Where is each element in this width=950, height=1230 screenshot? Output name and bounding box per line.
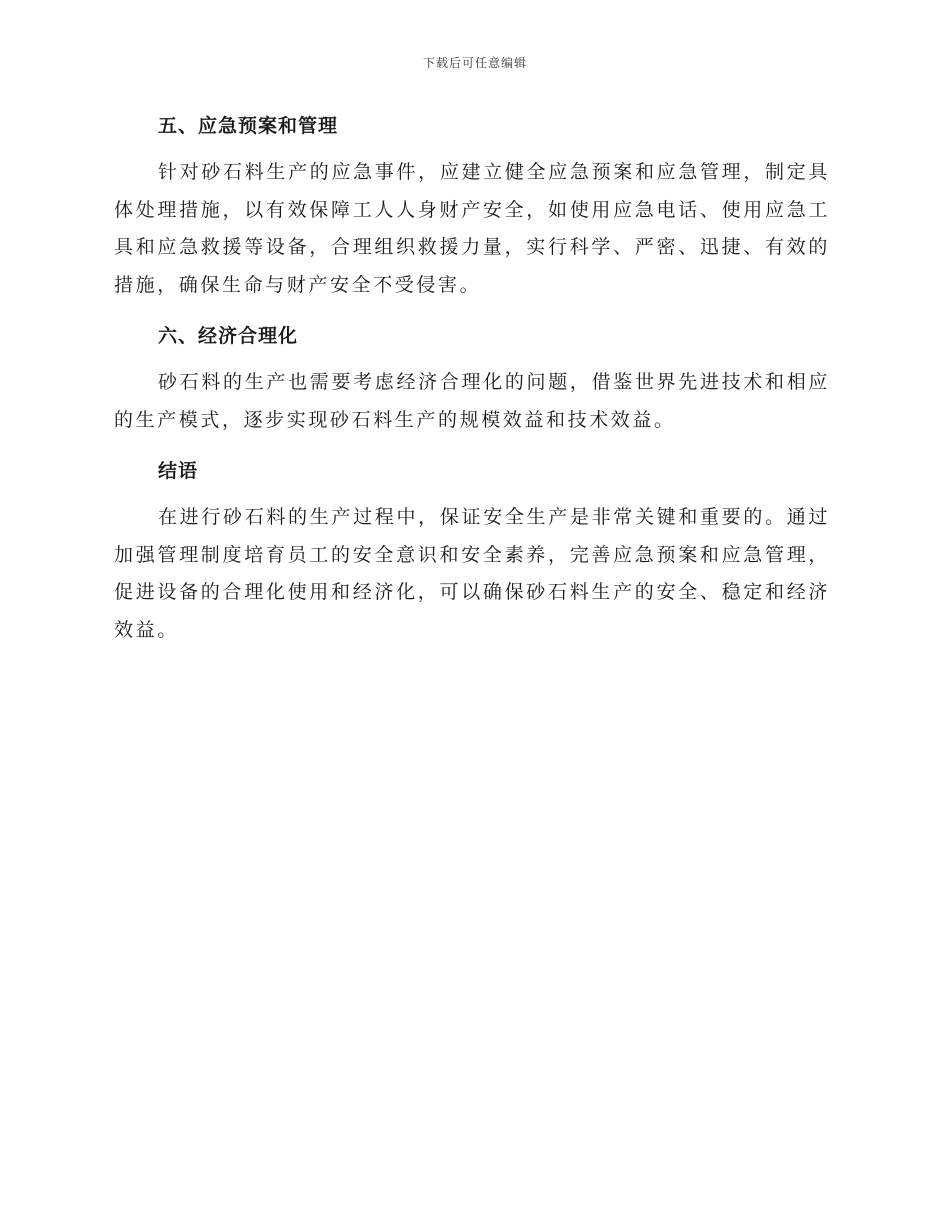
page-header-note: 下载后可任意编辑	[422, 56, 527, 70]
section-heading-emergency: 五、应急预案和管理	[158, 115, 339, 137]
section-paragraph-conclusion: 在进行砂石料的生产过程中，保证安全生产是非常关键和重要的。通过加强管理制度培育员工的安全意识和安全素养，完善应急预案和应急管理，促进设备的合理化使用和经济化，可以确保砂石料生产的安全、稳定和经济效益。	[114, 506, 830, 641]
section-heading-conclusion: 结语	[158, 460, 199, 482]
section-paragraph-economy: 砂石料的生产也需要考虑经济合理化的问题，借鉴世界先进技术和相应的生产模式，逐步实现砂石料生产的规模效益和技术效益。	[114, 371, 830, 431]
document-body	[114, 108, 830, 663]
section-paragraph-emergency: 针对砂石料生产的应急事件，应建立健全应急预案和应急管理，制定具体处理措施，以有效保障工人人身财产安全，如使用应急电话、使用应急工具和应急救援等设备，合理组织救援力量，实行科学、严密、迅捷、有效的措施，确保生命与财产安全不受侵害。	[114, 161, 830, 296]
section-heading-economy: 六、经济合理化	[158, 325, 299, 347]
